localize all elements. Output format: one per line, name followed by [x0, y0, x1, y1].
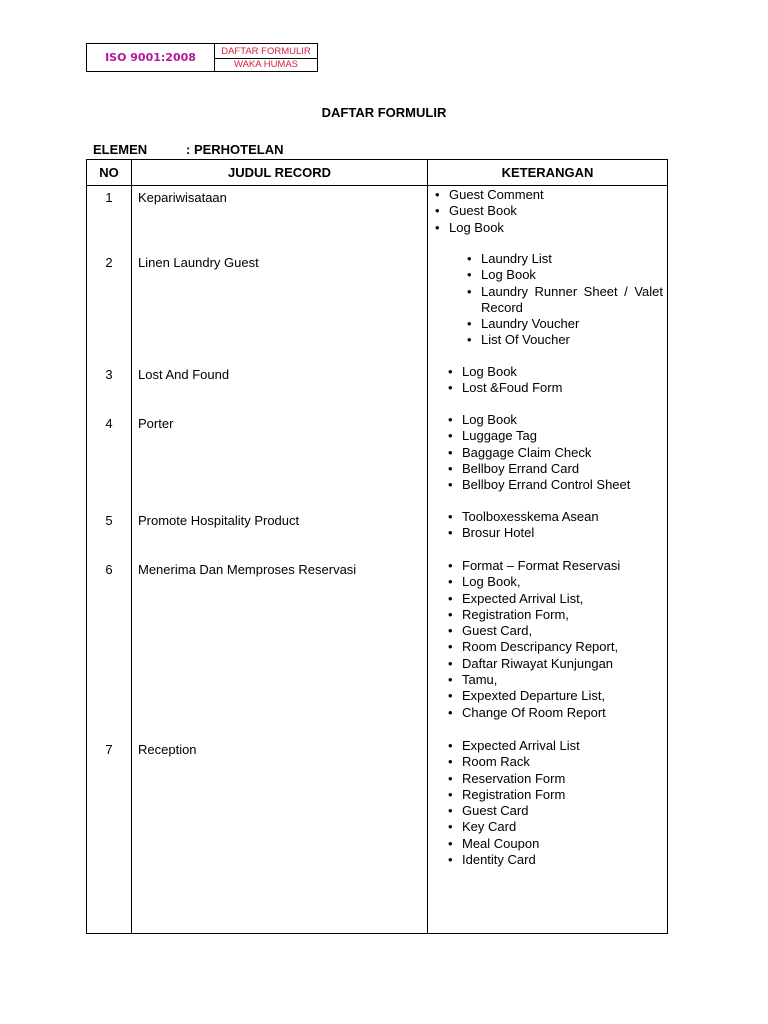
row-title: Reception — [138, 742, 197, 757]
row-title: Kepariwisataan — [138, 190, 227, 205]
row-keterangan — [429, 364, 663, 397]
page-title: DAFTAR FORMULIR — [321, 105, 447, 120]
list-item: • Guest Comment — [449, 187, 663, 203]
row-number: 7 — [105, 742, 113, 757]
list-item: • Room Descripancy Report, — [462, 639, 663, 655]
row-number: 5 — [105, 513, 113, 528]
list-item: • Log Book — [481, 267, 663, 283]
list-item: • Log Book — [462, 364, 663, 380]
list-item: • Laundry Voucher — [481, 316, 663, 332]
list-item: • Tamu, — [462, 672, 663, 688]
row-keterangan — [429, 187, 663, 236]
row-number: 1 — [105, 190, 113, 205]
row-keterangan — [429, 558, 663, 721]
list-item: • Bellboy Errand Control Sheet — [462, 477, 663, 493]
list-item: • Bellboy Errand Card — [462, 461, 663, 477]
column-divider — [427, 160, 428, 933]
list-item: • Registration Form, — [462, 607, 663, 623]
list-item: • Laundry List — [481, 251, 663, 267]
header-no: NO — [99, 165, 119, 180]
row-keterangan — [429, 738, 663, 868]
header-keterangan: KETERANGAN — [501, 165, 594, 180]
list-item: • Format – Format Reservasi — [462, 558, 663, 574]
iso-label: ISO 9001:2008 — [87, 44, 215, 71]
header-department: WAKA HUMAS — [233, 59, 299, 70]
list-item: • Key Card — [462, 819, 663, 835]
row-title: Porter — [138, 416, 174, 431]
row-title: Menerima Dan Memproses Reservasi — [138, 562, 357, 577]
list-item: • Guest Card — [462, 803, 663, 819]
list-item: • Meal Coupon — [462, 836, 663, 852]
list-item: • Brosur Hotel — [462, 525, 663, 541]
list-item: • List Of Voucher — [481, 332, 663, 348]
list-item: • Log Book — [449, 220, 663, 236]
row-keterangan — [429, 509, 663, 542]
elemen-label: ELEMEN — [93, 142, 148, 157]
header-judul-record: JUDUL RECORD — [227, 165, 332, 180]
list-item: • Guest Book — [449, 203, 663, 219]
list-item: • Expexted Departure List, — [462, 688, 663, 704]
list-item: • Guest Card, — [462, 623, 663, 639]
row-number: 3 — [105, 367, 113, 382]
row-number: 6 — [105, 562, 113, 577]
header-divider — [87, 185, 667, 186]
header-form-title: DAFTAR FORMULIR — [215, 44, 317, 59]
records-table — [86, 159, 668, 934]
list-item: • Luggage Tag — [462, 428, 663, 444]
iso-header-box — [86, 43, 318, 72]
list-item: • Expected Arrival List, — [462, 591, 663, 607]
list-item: • Identity Card — [462, 852, 663, 868]
list-item: • Room Rack — [462, 754, 663, 770]
column-divider — [131, 160, 132, 933]
row-number: 4 — [105, 416, 113, 431]
row-title: Linen Laundry Guest — [138, 255, 259, 270]
list-item: • Toolboxesskema Asean — [462, 509, 663, 525]
elemen-line — [93, 142, 284, 157]
list-item: • Baggage Claim Check — [462, 445, 663, 461]
row-keterangan — [429, 251, 663, 349]
list-item: • Reservation Form — [462, 771, 663, 787]
row-title: Lost And Found — [138, 367, 230, 382]
row-number: 2 — [105, 255, 113, 270]
row-title: Promote Hospitality Product — [138, 513, 300, 528]
list-item: • Expected Arrival List — [462, 738, 663, 754]
list-item: • Registration Form — [462, 787, 663, 803]
list-item: • Daftar Riwayat Kunjungan — [462, 656, 663, 672]
list-item: • Laundry Runner Sheet / Valet Record — [481, 284, 663, 317]
row-keterangan — [429, 412, 663, 493]
list-item: • Log Book, — [462, 574, 663, 590]
elemen-value: : PERHOTELAN — [186, 142, 284, 157]
list-item: • Lost &Foud Form — [462, 380, 663, 396]
list-item: • Log Book — [462, 412, 663, 428]
list-item: • Change Of Room Report — [462, 705, 663, 721]
